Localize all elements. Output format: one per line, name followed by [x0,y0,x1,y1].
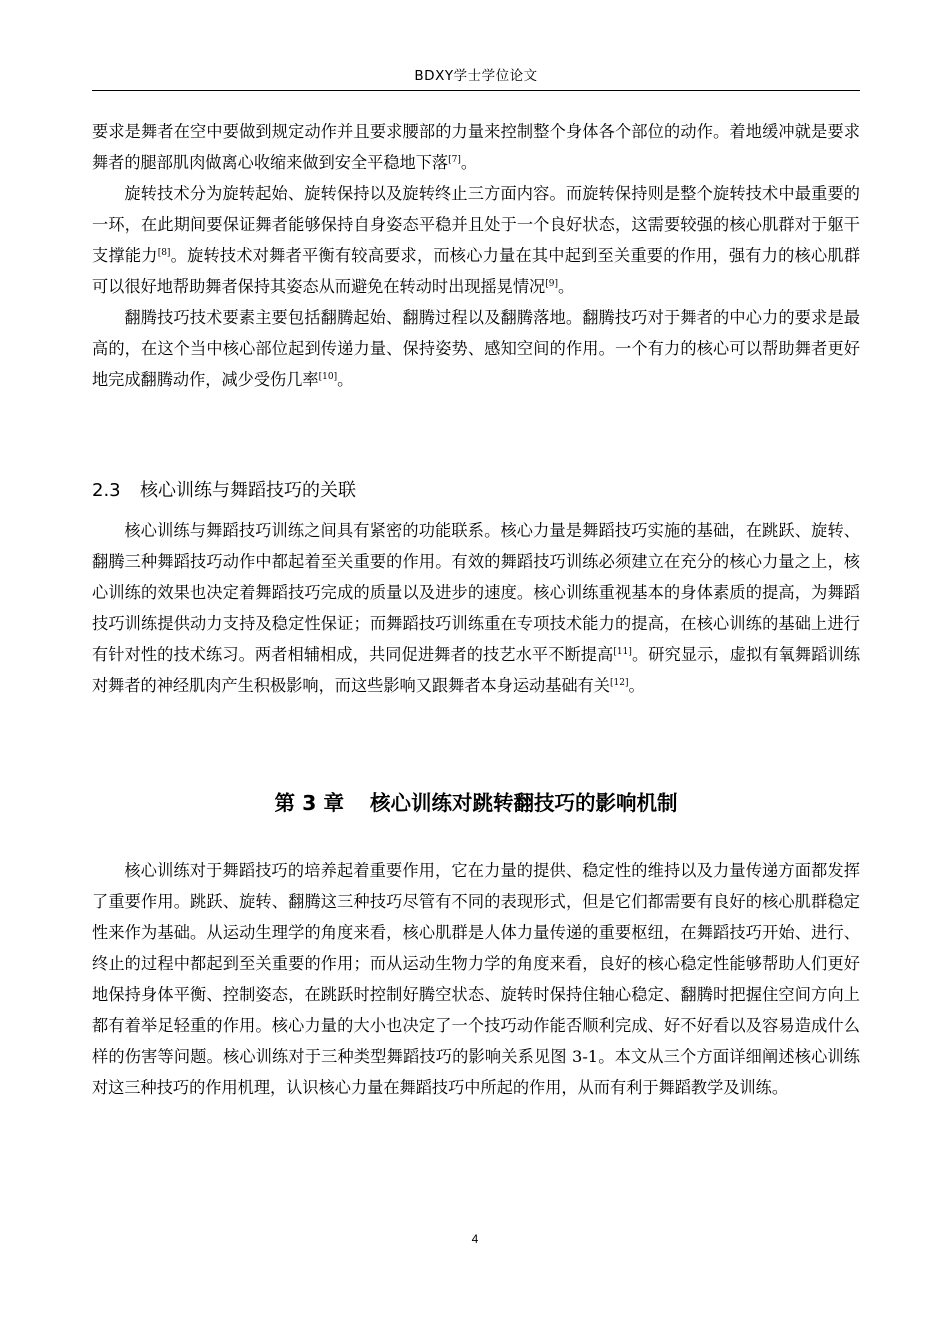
section-text-block [92,515,860,701]
chapter-title: 核心训练对跳转翻技巧的影响机制 [370,791,678,815]
section-number: 2.3 [92,480,121,501]
paragraph-chapter-intro: 核心训练对于舞蹈技巧的培养起着重要作用，它在力量的提供、稳定性的维持以及力量传递方面都发挥了重要作用。跳跃、旋转、翻腾这三种技巧尽管有不同的表现形式，但是它们都需要有良好的核心肌群稳定性来作为基础。从运动生理学的角度来看，核心肌群是人体力量传递的重要枢纽，在舞蹈技巧开始、进行、终止的过程中都起到至关重要的作用；而从运动生物力学的角度来看，良好的核心稳定性能够帮助人们更好地保持身体平衡、控制姿态，在跳跃时控制好腾空状态、旋转时保持住轴心稳定、翻腾时把握住空间方向上都有着举足轻重的作用。核心力量的大小也决定了一个技巧动作能否顺利完成、好不好看以及容易造成什么样的伤害等问题。核心训练对于三种类型舞蹈技巧的影响关系见图 3-1。本文从三个方面详细阐述核心训练对这三种技巧的作用机理，认识核心力量在舞蹈技巧中所起的作用，从而有利于舞蹈教学及训练。 [92,861,860,1097]
citation-ref: [10] [318,372,338,382]
paragraph-relation: 核心训练与舞蹈技巧训练之间具有紧密的功能联系。核心力量是舞蹈技巧实施的基础，在跳跃、旋转、翻腾三种舞蹈技巧动作中都起着至关重要的作用。有效的舞蹈技巧训练必须建立在充分的核心力量之上，核心训练的效果也决定着舞蹈技巧完成的质量以及进步的速度。核心训练重视基本的身体素质的提高，为舞蹈技巧训练提供动力支持及稳定性保证；而舞蹈技巧训练重在专项技术能力的提高，在核心训练的基础上进行有针对性的技术练习。两者相辅相成，共同促进舞者的技艺水平不断提高[11]。研究显示，虚拟有氧舞蹈训练对舞者的神经肌肉产生积极影响，而这些影响又跟舞者本身运动基础有关[12]。 [92,521,861,695]
citation-ref: [12] [610,678,629,688]
citation-ref: [9] [545,279,558,289]
citation-ref: [7] [448,155,461,165]
chapter-label: 第 3 章 [274,791,345,815]
top-text-block [92,116,860,395]
section-heading [92,476,356,502]
header-rule [92,90,860,91]
paragraph-continued: 要求是舞者在空中要做到规定动作并且要求腰部的力量来控制整个身体各个部位的动作。着地缓冲就是要求舞者的腿部肌肉做离心收缩来做到安全平稳地下落[7]。 [92,122,860,172]
paragraph-rotation: 旋转技术分为旋转起始、旋转保持以及旋转终止三方面内容。而旋转保持则是整个旋转技术中最重要的一环，在此期间要保证舞者能够保持自身姿态平稳并且处于一个良好状态，这需要较强的核心肌群对于躯干支撑能力[8]。旋转技术对舞者平衡有较高要求，而核心力量在其中起到至关重要的作用，强有力的核心肌群可以很好地帮助舞者保持其姿态从而避免在转动时出现摇晃情况[9]。 [92,184,861,296]
chapter-heading [92,786,860,816]
section-title: 核心训练与舞蹈技巧的关联 [140,480,356,501]
chapter-text-block [92,855,860,1103]
running-header: BDXY学士学位论文 [414,68,538,84]
citation-ref: [8] [157,248,171,258]
citation-ref: [11] [613,647,632,657]
paragraph-tumbling: 翻腾技巧技术要素主要包括翻腾起始、翻腾过程以及翻腾落地。翻腾技巧对于舞者的中心力的要求是最高的，在这个当中核心部位起到传递力量、保持姿势、感知空间的作用。一个有力的核心可以帮助舞者更好地完成翻腾动作，减少受伤几率[10]。 [92,308,860,389]
page-number: 4 [471,1232,479,1246]
